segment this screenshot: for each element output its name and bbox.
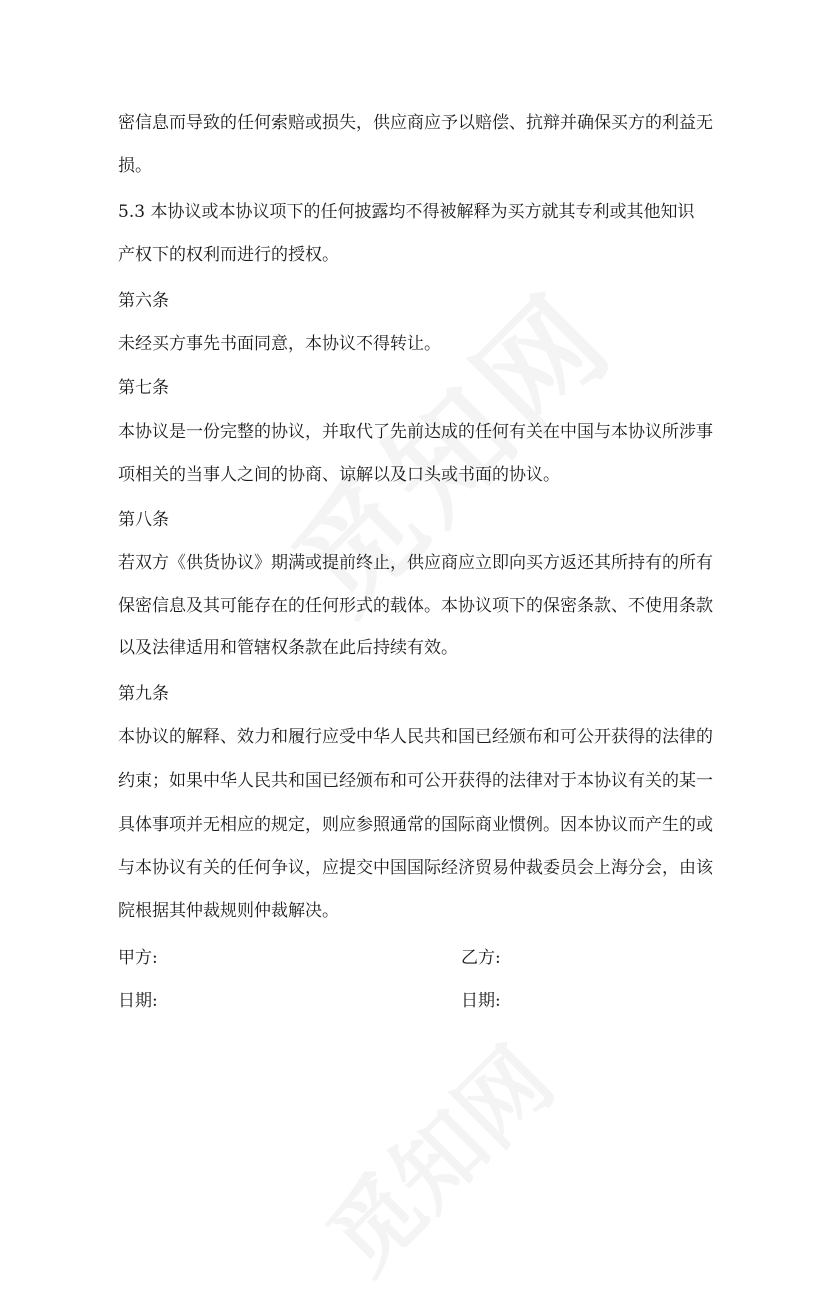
clause-5-3-line: 5.3 本协议或本协议项下的任何披露均不得被解释为买方就其专利或其他知识 [118, 202, 695, 222]
paragraph-line: 损。 [118, 156, 152, 176]
article-9-line: 与本协议有关的任何争议，应提交中国国际经济贸易仲裁委员会上海分会，由该 [118, 858, 713, 878]
date-b-label: 日期: [461, 991, 501, 1011]
article-7-line: 项相关的当事人之间的协商、谅解以及口头或书面的协议。 [118, 465, 560, 485]
article-9-line: 约束；如果中华人民共和国已经颁布和可公开获得的法律对于本协议有关的某一 [118, 771, 713, 791]
clause-5-3-line: 产权下的权利而进行的授权。 [118, 245, 339, 265]
party-b-label: 乙方: [461, 948, 501, 968]
watermark-secondary [294, 1014, 577, 1296]
party-a-label: 甲方: [118, 948, 158, 968]
article-heading: 第九条 [118, 684, 169, 704]
article-7-line: 本协议是一份完整的协议，并取代了先前达成的任何有关在中国与本协议所涉事 [118, 422, 713, 442]
article-6-text: 未经买方事先书面同意，本协议不得转让。 [118, 334, 441, 354]
article-8-line: 以及法律适用和管辖权条款在此后持续有效。 [118, 638, 458, 658]
article-heading: 第七条 [118, 378, 169, 398]
article-heading: 第六条 [118, 291, 169, 311]
article-9-line: 院根据其仲裁规则仲裁解决。 [118, 901, 339, 921]
paragraph-line: 密信息而导致的任何索赔或损失，供应商应予以赔偿、抗辩并确保买方的利益无 [118, 113, 713, 133]
article-9-line: 具体事项并无相应的规定，则应参照通常的国际商业惯例。因本协议而产生的或 [118, 815, 713, 835]
article-8-line: 保密信息及其可能存在的任何形式的载体。本协议项下的保密条款、不使用条款 [118, 596, 713, 616]
date-a-label: 日期: [118, 991, 158, 1011]
article-8-line: 若双方《供货协议》期满或提前终止，供应商应立即向买方返还其所持有的所有 [118, 553, 713, 573]
article-heading: 第八条 [118, 510, 169, 530]
article-9-line: 本协议的解释、效力和履行应受中华人民共和国已经颁布和可公开获得的法律的 [118, 727, 713, 747]
watermark [250, 249, 643, 642]
